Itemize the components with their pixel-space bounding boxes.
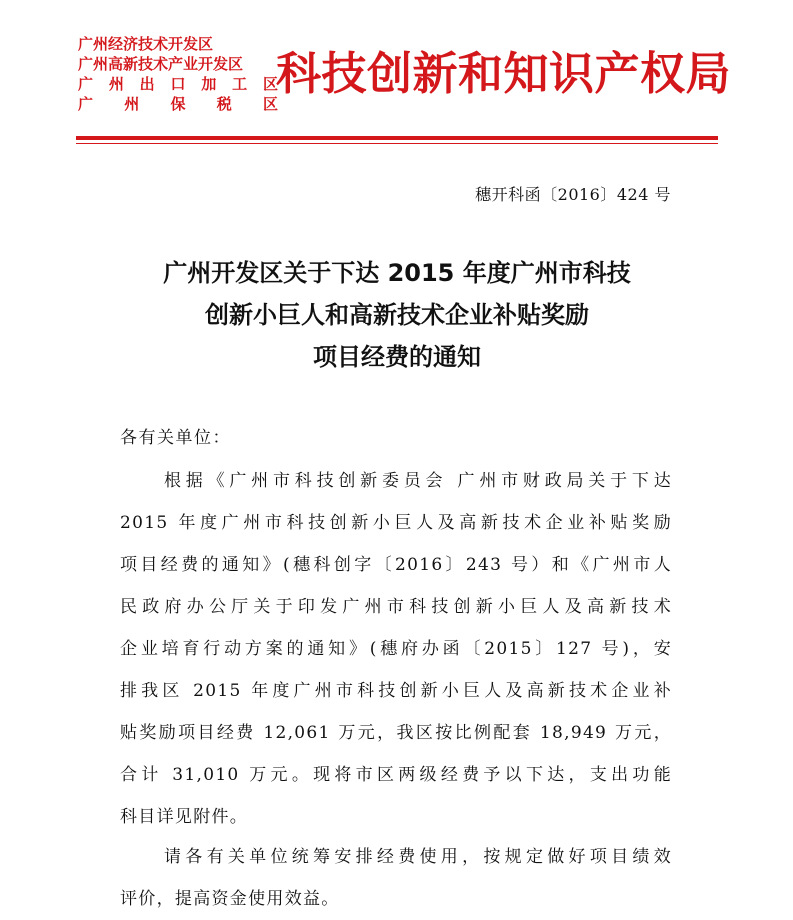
organization-name: 广州高新技术产业开发区 [78,55,244,73]
issuing-organizations [78,34,278,114]
document-title [76,252,718,378]
paragraph-line: 科目详见附件。 [120,807,249,827]
paragraph-line: 根据《广州市科技创新委员会 广州市财政局关于下达 [164,471,672,491]
letterhead-divider-thin [76,143,718,144]
title-line: 项目经费的通知 [313,343,481,371]
letterhead-divider-thick [76,136,718,140]
paragraph-line: 2015 年度广州市科技创新小巨人及高新技术企业补贴奖励 [120,513,672,533]
paragraph-line: 合计 31,010 万元。现将市区两级经费予以下达，支出功能 [120,765,672,785]
salutation: 各有关单位： [120,428,231,448]
organization-name: 广 州 出 口 加 工 区 [78,75,278,93]
body-paragraph-2 [120,836,672,920]
body-paragraph-1 [120,460,672,838]
paragraph-line: 请各有关单位统筹安排经费使用，按规定做好项目绩效 [164,847,672,867]
paragraph-line: 贴奖励项目经费 12,061 万元，我区按比例配套 18,949 万元， [120,723,672,743]
bureau-name: 科技创新和知识产权局 [276,47,732,100]
paragraph-line: 企业培育行动方案的通知》(穗府办函〔2015〕127 号)，安 [120,639,672,659]
paragraph-line: 民政府办公厅关于印发广州市科技创新小巨人及高新技术 [120,597,672,617]
title-line: 广州开发区关于下达 2015 年度广州市科技 [163,259,631,287]
title-line: 创新小巨人和高新技术企业补贴奖励 [205,301,589,329]
paragraph-line: 项目经费的通知》(穗科创字〔2016〕243 号）和《广州市人 [120,555,672,575]
organization-name: 广 州 保 税 区 [78,95,278,113]
organization-name: 广州经济技术开发区 [78,35,214,53]
paragraph-line: 评价，提高资金使用效益。 [120,889,340,909]
paragraph-line: 排我区 2015 年度广州市科技创新小巨人及高新技术企业补 [120,681,672,701]
document-number: 穗开科函〔2016〕424 号 [475,185,671,204]
